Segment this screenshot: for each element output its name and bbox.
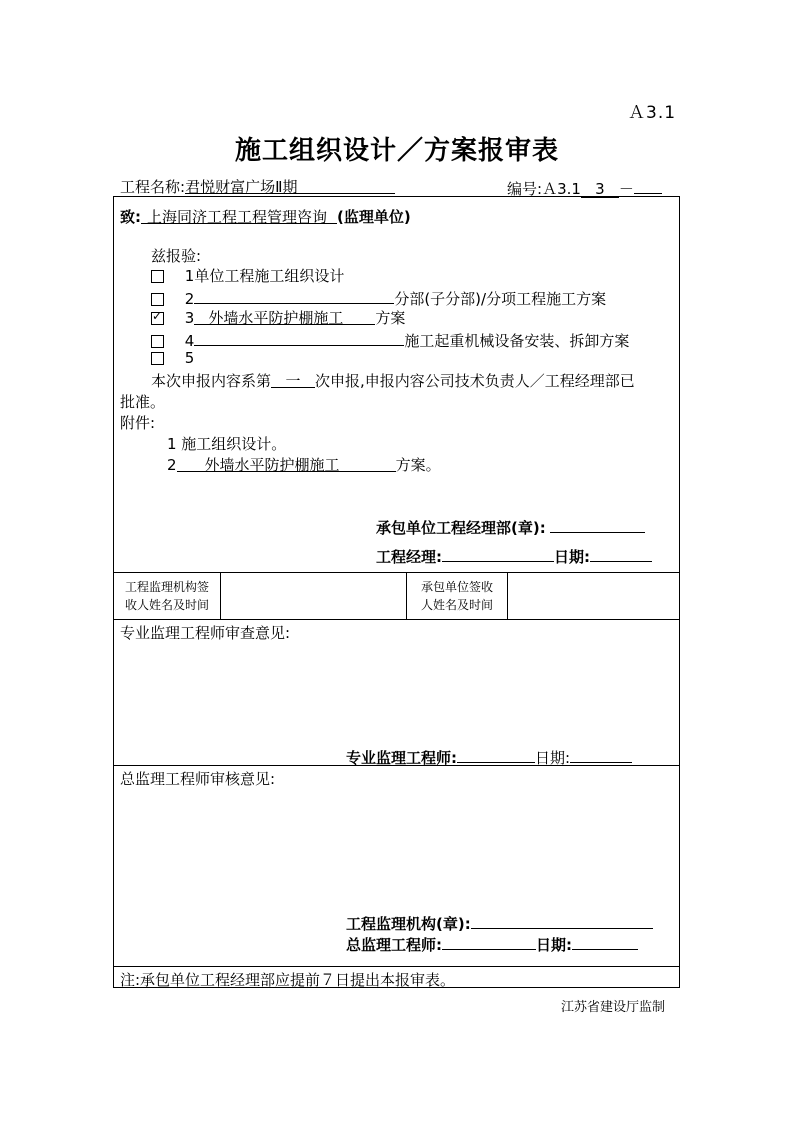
item-field-3[interactable]: 外墙水平防护棚施工 xyxy=(194,307,375,325)
submission-row: 本次申报内容系第 一 次申报,申报内容公司技术负责人／工程经理部已 xyxy=(151,372,635,390)
item-row-5: 5 xyxy=(151,349,194,367)
supervisor-receiver-label: 工程监理机构签 收人姓名及时间 xyxy=(124,580,209,612)
engineer-sign-row: 专业监理工程师: 日期: xyxy=(346,745,632,768)
contractor-stamp-field[interactable] xyxy=(550,515,645,533)
form-code: Ａ3.1 xyxy=(628,103,677,123)
form-number-row: 编号:Ａ3.1 3 － xyxy=(507,176,662,199)
chief-org-row: 工程监理机构(章): xyxy=(346,911,653,934)
intro-text: 兹报验: xyxy=(151,247,202,265)
item-row-3: ✓ 3 外墙水平防护棚施工 方案 xyxy=(152,309,406,327)
project-name-label: 工程名称: xyxy=(120,178,186,196)
item-field-2[interactable] xyxy=(194,286,394,304)
chief-date-field[interactable] xyxy=(572,932,638,950)
item-row-2: 2 分部(子分部)/分项工程施工方案 xyxy=(151,286,606,309)
attachment-item-1: 1 施工组织设计。 xyxy=(167,435,287,453)
form-number-label: 编号: xyxy=(507,180,543,198)
form-number-suffix-field[interactable] xyxy=(634,176,662,194)
contractor-dept-row: 承包单位工程经理部(章): xyxy=(376,515,645,538)
item-checkbox-5[interactable] xyxy=(151,352,164,365)
addressee-prefix: 致: xyxy=(120,208,141,226)
manager-sign-field[interactable] xyxy=(442,544,554,562)
attachment-item-2: 2 外墙水平防护棚施工 方案。 xyxy=(167,456,441,474)
manager-date-field[interactable] xyxy=(590,544,652,562)
engineer-review-label: 专业监理工程师审查意见: xyxy=(120,624,291,642)
contractor-manager-row: 工程经理: 日期: xyxy=(376,544,652,567)
addressee-role: (监理单位) xyxy=(337,208,411,226)
chief-sign-field[interactable] xyxy=(442,932,536,950)
item-row-1: 1单位工程施工组织设计 xyxy=(151,265,344,286)
project-name-field[interactable]: 君悦财富广场Ⅱ期 xyxy=(185,176,395,194)
engineer-date-field[interactable] xyxy=(570,745,632,763)
chief-sign-row: 总监理工程师: 日期: xyxy=(346,932,638,955)
item-checkbox-3[interactable] xyxy=(151,309,164,325)
engineer-review-area[interactable] xyxy=(122,644,672,740)
submission-count-field[interactable]: 一 xyxy=(271,370,315,388)
attachment-field-2[interactable]: 外墙水平防护棚施工 xyxy=(177,454,396,472)
chief-review-label: 总监理工程师审核意见: xyxy=(120,770,276,788)
issuer-footer: 江苏省建设厅监制 xyxy=(561,1000,666,1015)
footnote: 注:承包单位工程经理部应提前７日提出本报审表。 xyxy=(120,971,456,989)
item-field-4[interactable] xyxy=(194,328,404,346)
item-checkbox-4[interactable] xyxy=(151,335,164,348)
divider xyxy=(220,572,221,619)
check-icon: ✓ xyxy=(152,309,163,323)
addressee-row xyxy=(120,206,411,227)
chief-org-stamp-field[interactable] xyxy=(471,911,653,929)
form-number-field[interactable]: 3 xyxy=(581,180,619,198)
attachments-label: 附件: xyxy=(120,414,156,432)
supervisor-receiver-field[interactable] xyxy=(222,574,404,618)
contractor-receiver-field[interactable] xyxy=(509,574,678,618)
engineer-sign-field[interactable] xyxy=(457,745,535,763)
chief-review-area[interactable] xyxy=(122,790,672,902)
divider xyxy=(113,619,680,620)
item-checkbox-1[interactable] xyxy=(151,270,164,283)
item-checkbox-2[interactable] xyxy=(151,293,164,306)
divider xyxy=(507,572,508,619)
contractor-receiver-label: 承包单位签收 人姓名及时间 xyxy=(420,580,493,612)
divider xyxy=(113,966,680,967)
divider xyxy=(113,572,680,573)
addressee-field[interactable]: 上海同济工程工程管理咨询 xyxy=(141,206,337,224)
page-title: 施工组织设计／方案报审表 xyxy=(234,136,559,166)
submission-cont: 批准。 xyxy=(120,393,166,411)
project-name-row xyxy=(120,176,395,197)
item-row-4: 4 施工起重机械设备安装、拆卸方案 xyxy=(151,328,629,351)
